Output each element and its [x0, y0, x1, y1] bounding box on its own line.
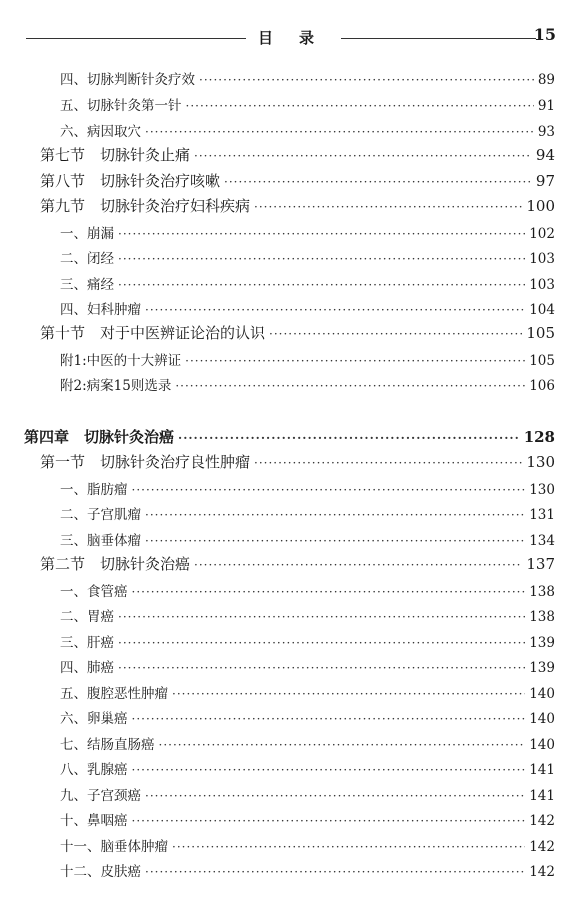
toc-entry-title: 四、切脉判断针灸疗效 — [60, 72, 195, 88]
toc-entry-title: 四、妇科肿瘤 — [60, 302, 141, 318]
toc-entry[interactable] — [40, 451, 555, 472]
dot-leader — [175, 379, 525, 393]
toc-entry[interactable] — [60, 273, 555, 293]
toc-entry-page: 100 — [526, 197, 555, 215]
dot-leader — [254, 200, 522, 214]
toc-entry[interactable] — [60, 733, 555, 753]
dot-leader — [145, 534, 525, 548]
toc-entry[interactable] — [60, 631, 555, 651]
toc-entry[interactable] — [60, 758, 555, 778]
page-title: 目录 — [258, 29, 341, 47]
toc-entry[interactable] — [40, 553, 555, 574]
toc-entry[interactable] — [40, 170, 555, 191]
toc-entry-title: 附1:中医的十大辨证 — [60, 353, 182, 369]
toc-entry[interactable] — [60, 503, 555, 523]
toc-entry[interactable] — [60, 247, 555, 267]
toc-entry[interactable] — [40, 322, 555, 343]
dot-leader — [132, 763, 526, 777]
toc-entry-title: 六、卵巢癌 — [60, 711, 128, 727]
toc-entry[interactable] — [60, 94, 555, 114]
toc-entry-page: 105 — [526, 324, 555, 342]
toc-entry-title: 十、鼻咽癌 — [60, 813, 128, 829]
toc-entry-page: 138 — [529, 584, 555, 600]
toc-entry-page: 103 — [529, 251, 555, 267]
toc-entry-title: 一、崩漏 — [60, 226, 114, 242]
dot-leader — [194, 558, 522, 572]
dot-leader — [132, 483, 526, 497]
toc-entry-page: 97 — [535, 172, 555, 190]
header-rule-right — [341, 38, 536, 39]
toc-entry-page: 93 — [537, 124, 555, 140]
toc-entry-page: 142 — [529, 813, 555, 829]
toc-entry[interactable] — [60, 835, 555, 855]
toc-entry[interactable] — [60, 809, 555, 829]
toc-entry[interactable] — [60, 374, 555, 394]
toc-entry[interactable] — [60, 120, 555, 140]
dot-leader — [132, 712, 526, 726]
toc-entry[interactable] — [60, 784, 555, 804]
toc-entry-page: 140 — [529, 737, 555, 753]
toc-entry-title: 五、腹腔恶性肿瘤 — [60, 686, 168, 702]
dot-leader — [118, 227, 525, 241]
page-header — [26, 25, 556, 53]
dot-leader — [159, 738, 526, 752]
toc-entry[interactable] — [60, 656, 555, 676]
dot-leader — [118, 252, 525, 266]
dot-leader — [118, 636, 525, 650]
toc-entry-title: 二、子宫肌瘤 — [60, 507, 141, 523]
toc-entry[interactable] — [60, 707, 555, 727]
toc-entry[interactable] — [60, 580, 555, 600]
toc-entry-page: 94 — [535, 146, 555, 164]
dot-leader — [145, 865, 525, 879]
toc-entry-page: 89 — [537, 72, 555, 88]
header-rule-left — [26, 38, 246, 39]
toc-entry[interactable] — [60, 349, 555, 369]
toc-entry-title: 三、脑垂体瘤 — [60, 533, 141, 549]
toc-entry-page: 138 — [529, 609, 555, 625]
toc-entry-title: 五、切脉针灸第一针 — [60, 98, 182, 114]
header-page-number: 15 — [533, 25, 556, 44]
toc-entry-page: 139 — [529, 635, 555, 651]
toc-entry-page: 128 — [523, 428, 555, 446]
toc-entry-page: 142 — [529, 864, 555, 880]
dot-leader — [145, 508, 525, 522]
toc-entry-title: 第十节 对于中医辨证论治的认识 — [40, 324, 266, 342]
toc-entry-page: 141 — [529, 762, 555, 778]
dot-leader — [254, 456, 522, 470]
toc-entry-title: 一、脂肪瘤 — [60, 482, 128, 498]
toc-entry-page: 103 — [529, 277, 555, 293]
toc-entry[interactable] — [60, 605, 555, 625]
dot-leader — [172, 687, 525, 701]
toc-entry-page: 142 — [529, 839, 555, 855]
toc-entry[interactable] — [60, 529, 555, 549]
toc-entry-page: 105 — [529, 353, 555, 369]
toc-entry-title: 六、病因取穴 — [60, 124, 141, 140]
dot-leader — [178, 431, 520, 445]
toc-entry[interactable] — [60, 682, 555, 702]
dot-leader — [118, 610, 525, 624]
toc-entry-page: 104 — [529, 302, 555, 318]
toc-entry-title: 一、食管癌 — [60, 584, 128, 600]
toc-entry-title: 四、肺癌 — [60, 660, 114, 676]
dot-leader — [145, 125, 534, 139]
toc-entry-title: 九、子宫颈癌 — [60, 788, 141, 804]
toc-entry-page: 91 — [537, 98, 555, 114]
dot-leader — [194, 149, 532, 163]
toc-entry[interactable] — [60, 298, 555, 318]
toc-entry-page: 130 — [526, 453, 555, 471]
toc-chapter-entry[interactable] — [24, 426, 555, 447]
toc-entry[interactable] — [60, 68, 555, 88]
dot-leader — [145, 303, 525, 317]
toc-entry-title: 七、结肠直肠癌 — [60, 737, 155, 753]
dot-leader — [132, 585, 526, 599]
toc-entry-title: 三、痛经 — [60, 277, 114, 293]
toc-entry-page: 134 — [529, 533, 555, 549]
toc-entry-title: 八、乳腺癌 — [60, 762, 128, 778]
toc-entry-title: 第二节 切脉针灸治癌 — [40, 555, 191, 573]
dot-leader — [118, 661, 525, 675]
dot-leader — [185, 354, 525, 368]
dot-leader — [269, 327, 522, 341]
toc-entry-page: 131 — [529, 507, 555, 523]
toc-entry-page: 102 — [529, 226, 555, 242]
toc-entry-page: 106 — [529, 378, 555, 394]
dot-leader — [145, 789, 525, 803]
toc-entry-title: 二、闭经 — [60, 251, 114, 267]
toc-entry-page: 139 — [529, 660, 555, 676]
toc-entry-title: 三、肝癌 — [60, 635, 114, 651]
toc-entry-title: 第四章 切脉针灸治癌 — [24, 428, 175, 446]
toc-entry-page: 141 — [529, 788, 555, 804]
dot-leader — [199, 73, 534, 87]
toc-entry[interactable] — [60, 478, 555, 498]
toc-entry-title: 第七节 切脉针灸止痛 — [40, 146, 191, 164]
toc-entry[interactable] — [60, 222, 555, 242]
dot-leader — [186, 99, 534, 113]
toc-entry[interactable] — [40, 195, 555, 216]
toc-entry-page: 130 — [529, 482, 555, 498]
toc-entry-page: 140 — [529, 686, 555, 702]
toc-entry-title: 十二、皮肤癌 — [60, 864, 141, 880]
toc-entry-title: 第八节 切脉针灸治疗咳嗽 — [40, 172, 221, 190]
dot-leader — [224, 175, 532, 189]
dot-leader — [132, 814, 526, 828]
toc-entry-page: 137 — [526, 555, 555, 573]
toc-entry-title: 十一、脑垂体肿瘤 — [60, 839, 168, 855]
dot-leader — [172, 840, 525, 854]
toc-entry-page: 140 — [529, 711, 555, 727]
toc-entry-title: 第一节 切脉针灸治疗良性肿瘤 — [40, 453, 251, 471]
dot-leader — [118, 278, 525, 292]
toc-entry[interactable] — [40, 144, 555, 165]
toc-entry-title: 第九节 切脉针灸治疗妇科疾病 — [40, 197, 251, 215]
toc-entry[interactable] — [60, 860, 555, 880]
toc-entry-title: 二、胃癌 — [60, 609, 114, 625]
toc-entry-title: 附2:病案15则选录 — [60, 378, 172, 394]
